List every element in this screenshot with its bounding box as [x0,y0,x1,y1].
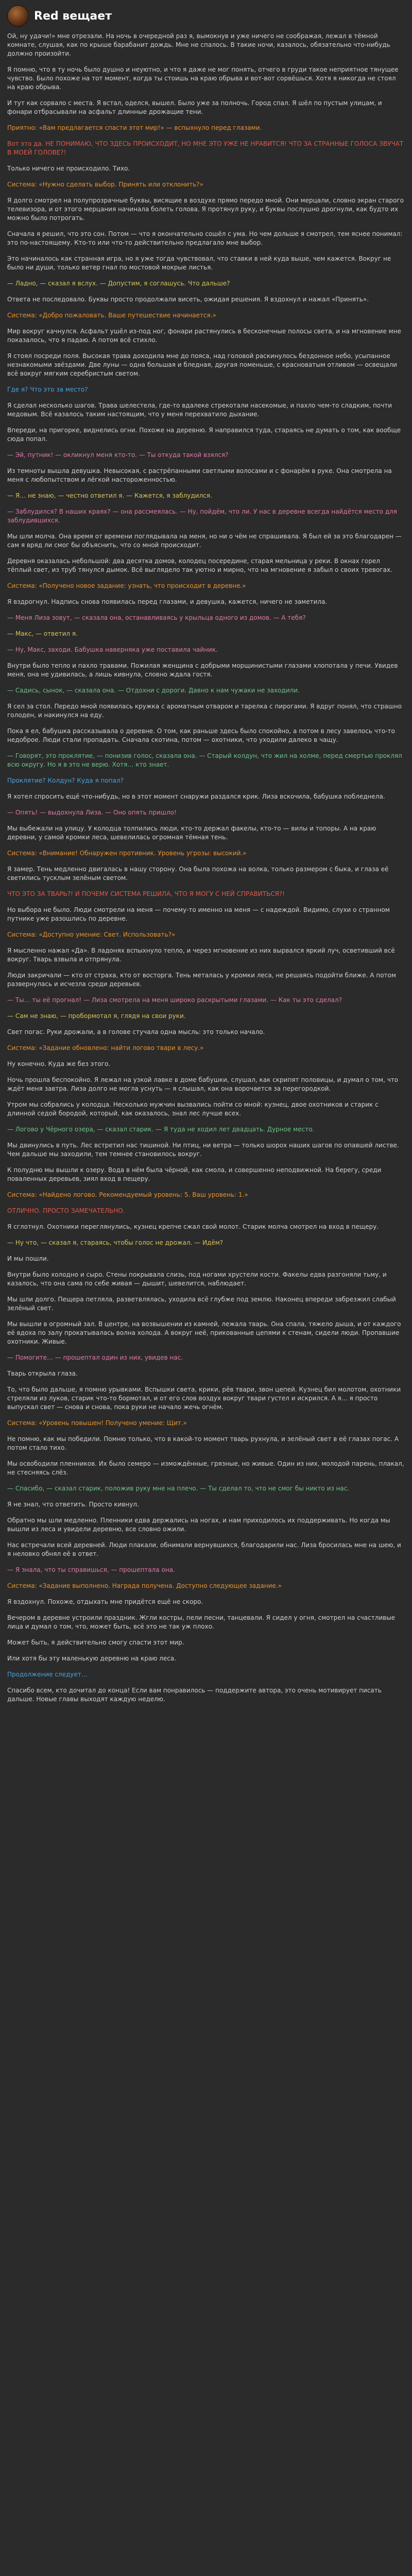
paragraph: — Ладно, — сказал я вслух. — Допустим, я соглашусь. Что дальше? [7,280,230,287]
paragraph: Внутри было тепло и пахло травами. Пожилая женщина с добрыми морщинистыми глазами хлопотала у печи. Увидев меня, она не удивилась, а лишь кивнула, словно ждала гостя. [7,662,398,678]
paragraph: Ну конечно. Куда же без этого. [7,1060,111,1067]
paragraph: Не помню, как мы победили. Помню только, что в какой-то момент тварь рухнула, и зелёный свет в её глазах погас. А потом стало тихо. [7,1435,399,1451]
paragraph: И тут как сорвало с места. Я встал, оделся, вышел. Было уже за полночь. Город спал. Я шёл по пустым улицам, и фонари отбрасывали на асфальт длинные дрожащие тени. [7,99,382,115]
paragraph: Система: «Получено новое задание: узнать, что происходит в деревне.» [7,582,246,589]
paragraph: Вот это да. НЕ ПОНИМАЮ, ЧТО ЗДЕСЬ ПРОИСХОДИТ, НО МНЕ ЭТО УЖЕ НЕ НРАВИТСЯ! ЧТО ЗА СТРАННЫЕ ГОЛОСА ЗВУЧАТ В МОЕЙ ГОЛОВЕ?! [7,140,404,156]
paragraph: — Садись, сынок, — сказала она. — Отдохни с дороги. Давно к нам чужаки не заходили. [7,687,300,694]
paragraph: Проклятие? Колдун? Куда я попал? [7,777,124,784]
paragraph: Система: «Добро пожаловать. Ваше путешествие начинается.» [7,312,216,319]
paragraph: Может быть, я действительно смогу спасти этот мир. [7,1639,184,1646]
paragraph: Система: «Задание выполнено. Награда получена. Доступно следующее задание.» [7,1582,282,1589]
paragraph: Я вздрогнул. Надпись снова появилась перед глазами, и девушка, кажется, ничего не заметила. [7,598,328,605]
paragraph: Мир вокруг качнулся. Асфальт ушёл из-под ног, фонари растянулись в бесконечные полосы света, и на мгновение мне показалось, что я падаю. А потом всё стихло. [7,328,401,344]
paragraph: — Логово у Чёрного озера, — сказал старик. — Я туда не ходил лет двадцать. Дурное место. [7,1126,315,1133]
avatar[interactable] [7,5,29,27]
paragraph: — Ну что, — сказал я, стараясь, чтобы голос не дрожал. — Идём? [7,1239,224,1246]
paragraph: Система: «Задание обновлено: найти логово твари в лесу.» [7,1044,204,1052]
paragraph: — Ну, Макс, заходи. Бабушка наверняка уже поставила чайник. [7,646,218,653]
paragraph: Я сделал несколько шагов. Трава шелестела, где-то вдалеке стрекотали насекомые, и пахло чем-то сладким, почти медовым. Всё казалось таким настоящим, что у меня перехватило дыхание. [7,402,392,418]
page-title: Red вещает [34,9,112,23]
paragraph: Я хотел спросить ещё что-нибудь, но в этот момент снаружи раздался крик. Лиза вскочила, бабушка побледнела. [7,793,385,800]
paragraph: Но выбора не было. Люди смотрели на меня — почему-то именно на меня — с надеждой. Видимо, слухи о странном путнике уже разошлись по деревне. [7,906,390,922]
paragraph: — Ты… ты её прогнал! — Лиза смотрела на меня широко раскрытыми глазами. — Как ты это сделал? [7,996,342,1004]
paragraph: Я мысленно нажал «Да». В ладонях вспыхнуло тепло, и через мгновение из них вырвался яркий луч, осветивший всё вокруг. Тварь взвыла и отпрянула. [7,947,395,963]
paragraph: — Заблудился? В наших краях? — она рассмеялась. — Ну, пойдём, что ли. У нас в деревне всегда найдётся место для заблудившихся. [7,508,397,524]
paragraph: Мы освободили пленников. Их было семеро — измождённые, грязные, но живые. Один из них, молодой парень, плакал, не стесняясь слёз. [7,1460,404,1476]
paragraph: — Говорят, это проклятие, — понизив голос, сказала она. — Старый колдун, что жил на холме, перед смертью проклял всю округу. Но я в это не верю. Хотя… кто знает. [7,752,402,768]
paragraph: Пока я ел, бабушка рассказывала о деревне. О том, как раньше здесь было спокойно, а потом в лесу завелось что-то недоброе. Люди стали пропадать. Сначала скотина, потом — охотники, что уходили далеко в чащу. [7,727,395,743]
paragraph: Впереди, на пригорке, виднелись огни. Похоже на деревню. Я направился туда, стараясь не думать о том, как вообще сюда попал. [7,427,401,443]
paragraph: Или хотя бы эту маленькую деревню на краю леса. [7,1655,177,1662]
paragraph: Свет погас. Руки дрожали, а в голове стучала одна мысль: это только начало. [7,1028,265,1036]
paragraph: Вечером в деревне устроили праздник. Жгли костры, пели песни, танцевали. Я сидел у огня, смотрел на счастливые лица и думал о том, что, может быть, всё это не так уж плохо. [7,1614,396,1630]
paragraph: Сначала я решил, что это сон. Потом — что я окончательно сошёл с ума. Но чем дольше я смотрел, тем яснее понимал: это по-настоящему. Кто-то или что-то действительно предлагало мне выбор. [7,230,403,246]
paragraph: ЧТО ЭТО ЗА ТВАРЬ?! И ПОЧЕМУ СИСТЕМА РЕШИЛА, ЧТО Я МОГУ С НЕЙ СПРАВИТЬСЯ?! [7,890,285,897]
paragraph: Внутри было холодно и сыро. Стены покрывала слизь, под ногами хрустели кости. Факелы едва разгоняли тьму, и казалось, что она сама по себе живая — дышит, шевелится, наблюдает. [7,1271,387,1287]
paragraph: Я замер. Тень медленно двигалась в нашу сторону. Она была похожа на волка, только размером с быка, и глаза её светились тусклым зелёным светом. [7,866,389,882]
paragraph: Из темноты вышла девушка. Невысокая, с растрёпанными светлыми волосами и с фонарём в руке. Она смотрела на меня с любопытством и лёгкой настороженностью. [7,467,392,483]
paragraph: Система: «Внимание! Обнаружен противник. Уровень угрозы: высокий.» [7,850,247,857]
paragraph: Я сглотнул. Охотники переглянулись, кузнец крепче сжал свой молот. Старик молча смотрел на вход в пещеру. [7,1223,379,1230]
paragraph: Мы выбежали на улицу. У колодца толпились люди, кто-то держал факелы, кто-то — вилы и топоры. А на краю деревни, у самой кромки леса, шевелилась огромная тёмная тень. [7,825,376,841]
paragraph: Я не знал, что ответить. Просто кивнул. [7,1501,139,1508]
paragraph: — Я знала, что ты справишься, — прошептала она. [7,1566,175,1573]
paragraph: ОТЛИЧНО. ПРОСТО ЗАМЕЧАТЕЛЬНО. [7,1207,125,1214]
paragraph: Я вздохнул. Похоже, отдыхать мне придётся ещё не скоро. [7,1598,203,1605]
paragraph: — Эй, путник! — окликнул меня кто-то. — Ты откуда такой взялся? [7,451,229,459]
paragraph: Система: «Нужно сделать выбор. Принять или отклонить?» [7,181,203,188]
paragraph: Где я? Что это за место? [7,386,88,393]
paragraph: Я стоял посреди поля. Высокая трава доходила мне до пояса, над головой раскинулось бездонное небо, усыпанное незнакомыми звёздами. Две луны — одна большая и бледная, другая поменьше, с красноватым отливом — освещали всё вокруг мягким серебристым светом. [7,352,398,377]
paragraph: Мы вышли в огромный зал. В центре, на возвышении из камней, лежала тварь. Она спала, тяжело дыша, и от каждого её вдоха по залу прокатывалась волна холода. А вокруг неё, прикованные цепями к стенам, сидели люди. Пропавшие охотники. Живые. [7,1320,401,1345]
paragraph: Мы шли долго. Пещера петляла, разветвлялась, уходила всё глубже под землю. Наконец впереди забрезжил слабый зелёный свет. [7,1296,396,1312]
paragraph: — Я… не знаю, — честно ответил я. — Кажется, я заблудился. [7,492,212,499]
paragraph: — Меня Лиза зовут, — сказала она, останавливаясь у крыльца одного из домов. — А тебя? [7,614,306,621]
article-body [7,32,405,2576]
paragraph: Ой, ну удачи!» мне отрезали. На ночь в очередной раз я, вымокнув и уже ничего не соображая, лежал в тёмной комнате, слушая, как по крыше барабанит дождь. Мне не спалось. В такие ночи, казалось, обязательно что-нибудь должно произойти. [7,32,390,57]
paragraph: — Опять! — выдохнула Лиза. — Оно опять пришло! [7,809,177,816]
paragraph: Деревня оказалась небольшой: два десятка домов, колодец посередине, старая мельница у реки. В окнах горел тёплый свет, из труб тянулся дымок. Всё выглядело так уютно и мирно, что на мгновение я забыл о своих тревогах. [7,557,392,573]
paragraph: Я помню, что в ту ночь было душно и неуютно, и что я даже не мог понять, отчего в груди такое неприятное тянущее чувство. Было похоже на тот момент, когда ты стоишь на краю обрыва и вот-вот сорвёшься. Хотя я никогда не стоял на краю обрыва. [7,66,399,91]
paragraph: Спасибо всем, кто дочитал до конца! Если вам понравилось — поддержите автора, это очень мотивирует писать дальше. Новые главы выходят каждую неделю. [7,1687,382,1703]
paragraph: И мы пошли. [7,1255,49,1262]
paragraph: Я долго смотрел на полупрозрачные буквы, висящие в воздухе прямо передо мной. Они мерцали, словно экран старого телевизора, и от этого мерцания начинала болеть голова. Я протянул руку, и буквы послушно дрогнули, как будто их можно было потрогать. [7,197,404,222]
paragraph: Это начиналось как странная игра, но я уже тогда чувствовал, что ставки в ней куда выше, чем кажется. Вокруг не было ни души, только ветер гнал по мостовой мокрые листья. [7,255,391,271]
paragraph: Тварь открыла глаза. [7,1370,78,1377]
paragraph: К полудню мы вышли к озеру. Вода в нём была чёрной, как смола, и совершенно неподвижной. На берегу, среди поваленных деревьев, зиял вход в пещеру. [7,1166,382,1182]
paragraph: — Спасибо, — сказал старик, положив руку мне на плечо. — Ты сделал то, что не смог бы никто из нас. [7,1485,350,1492]
paragraph: Мы двинулись в путь. Лес встретил нас тишиной. Ни птиц, ни ветра — только шорох наших шагов по опавшей листве. Чем дальше мы заходили, тем темнее становилось вокруг. [7,1142,399,1158]
paragraph: Ответа не последовало. Буквы просто продолжали висеть, ожидая решения. Я вздохнул и нажал «Принять». [7,296,369,303]
header [0,0,412,32]
paragraph: Только ничего не происходило. Тихо. [7,165,130,172]
paragraph: Нас встречали всей деревней. Люди плакали, обнимали вернувшихся, благодарили нас. Лиза бросилась мне на шею, и я неловко обнял её в ответ. [7,1541,401,1557]
paragraph: Мы шли молча. Она время от времени поглядывала на меня, но ни о чём не спрашивала. Я был ей за это благодарен — сам я вряд ли смог бы объяснить, что со мной происходит. [7,533,402,549]
paragraph: — Сам не знаю, — пробормотал я, глядя на свои руки. [7,1012,186,1020]
paragraph: Приятно: «Вам предлагается спасти этот мир!» — вспыхнуло перед глазами. [7,124,262,131]
paragraph: Продолжение следует… [7,1671,88,1678]
paragraph: Обратно мы шли медленно. Пленники едва держались на ногах, и нам приходилось их поддерживать. Но когда мы вышли из леса и увидели деревню, все словно ожили. [7,1517,390,1533]
paragraph: — Макс, — ответил я. [7,630,78,637]
paragraph: То, что было дальше, я помню урывками. Вспышки света, крики, рёв твари, звон цепей. Кузнец бил молотом, охотники стреляли из луков, старик что-то бормотал, и от его слов воздух вокруг твари густел и искрился. А я… я просто выпускал свет — снова и снова, пока руки не начало жечь огнём. [7,1386,401,1411]
paragraph: Система: «Уровень повышен! Получено умение: Щит.» [7,1419,187,1427]
paragraph: Система: «Доступно умение: Свет. Использовать?» [7,931,176,938]
paragraph: Люди закричали — кто от страха, кто от восторга. Тень металась у кромки леса, не решаясь подойти ближе. А потом развернулась и исчезла среди деревьев. [7,972,396,988]
paragraph: Утром мы собрались у колодца. Несколько мужчин вызвались пойти со мной: кузнец, двое охотников и старик с длинной седой бородой, который, как оказалось, знал лес лучше всех. [7,1101,379,1117]
paragraph: Я сел за стол. Передо мной появилась кружка с ароматным отваром и тарелка с пирогами. Я вдруг понял, что страшно голоден, и накинулся на еду. [7,703,402,719]
paragraph: — Помогите… — прошептал один из них, увидев нас. [7,1354,183,1361]
paragraph: Система: «Найдено логово. Рекомендуемый уровень: 5. Ваш уровень: 1.» [7,1191,248,1198]
paragraph: Ночь прошла беспокойно. Я лежал на узкой лавке в доме бабушки, слушал, как скрипят половицы, и думал о том, что ждёт меня завтра. Лиза долго не могла уснуть — я слышал, как она ворочается за перегородкой. [7,1076,399,1092]
